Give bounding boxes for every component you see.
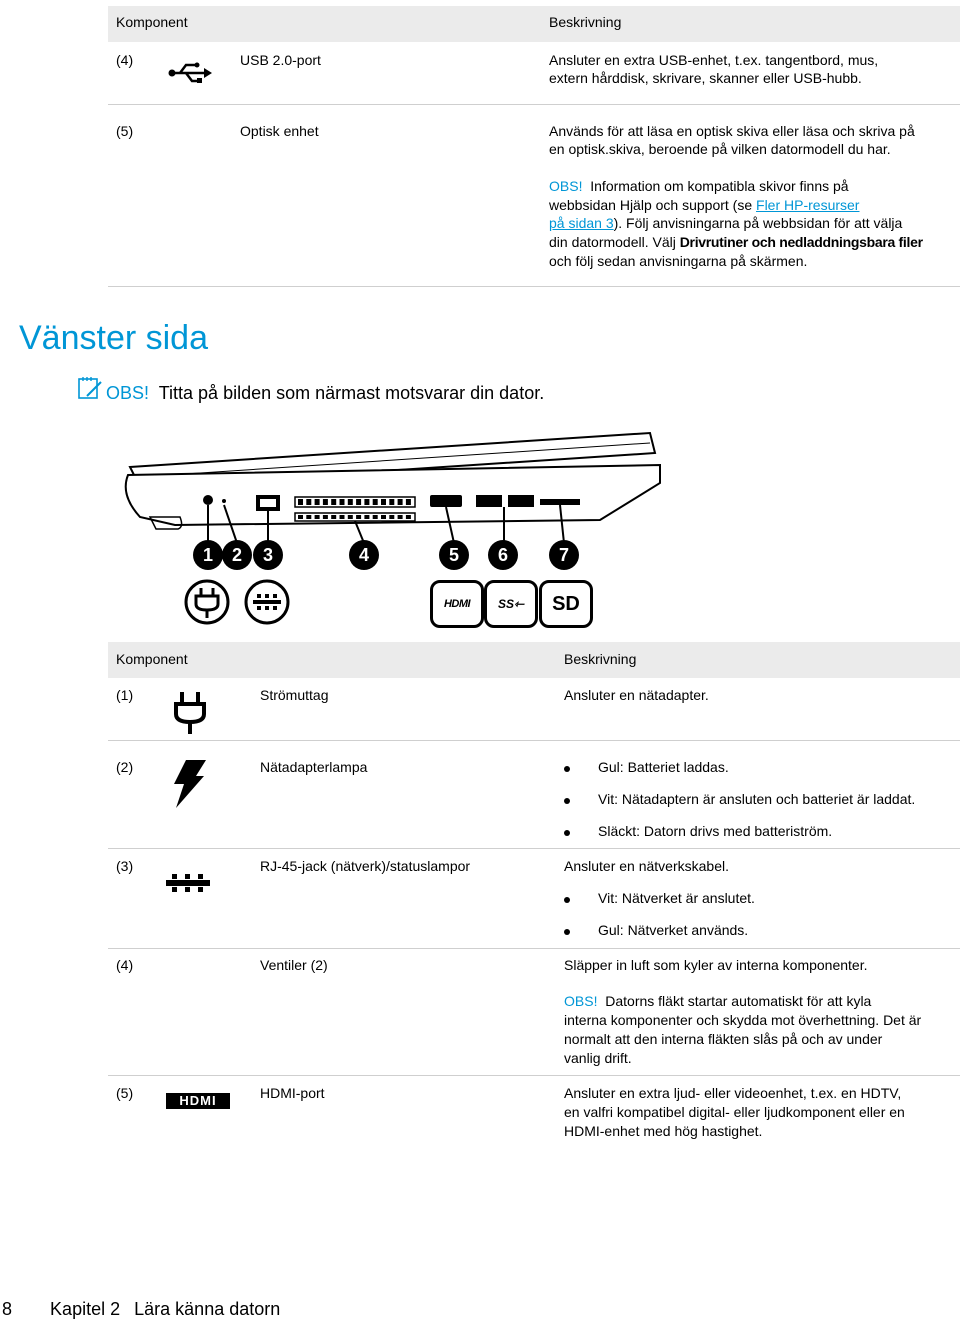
callout-2: 2 — [222, 540, 252, 570]
page-link[interactable]: på sidan 3 — [549, 215, 614, 231]
note-text: Information om kompatibla skivor finns på — [590, 178, 849, 194]
note-icon — [78, 376, 102, 400]
bullet-text: Släckt: Datorn drivs med batteriström. — [598, 823, 833, 839]
description-line: Släpper in luft som kyler av interna komponenter. — [564, 957, 868, 973]
bullet — [564, 830, 570, 836]
row-number: (5) — [116, 1085, 134, 1101]
bullet-text: Gul: Batteriet laddas. — [598, 759, 729, 775]
table-header — [108, 6, 960, 42]
callout-4: 4 — [349, 540, 379, 570]
callout-3: 3 — [253, 540, 283, 570]
column-header-komponent: Komponent — [116, 651, 188, 667]
row-divider — [108, 740, 960, 741]
bullet — [564, 766, 570, 772]
resources-link[interactable]: Fler HP-resurser — [756, 197, 860, 213]
note-line: vanlig drift. — [564, 1050, 632, 1066]
rj45-icon — [243, 578, 291, 626]
callout-5: 5 — [439, 540, 469, 570]
row-divider — [108, 1075, 960, 1076]
row-number: (3) — [116, 858, 134, 874]
hdmi-icon: HDMI — [166, 1093, 230, 1109]
section-title: Vänster sida — [19, 319, 208, 357]
callout-7: 7 — [549, 540, 579, 570]
note-bold: Drivrutiner och nedladdningsbara filer — [679, 234, 923, 250]
section-note — [106, 382, 544, 404]
bullet — [564, 897, 570, 903]
bullet-text: Vit: Nätadaptern är ansluten och batteriet är laddat. — [598, 791, 916, 807]
row-number: (5) — [116, 123, 134, 139]
note-line: normalt att den interna fläkten slås på och av under — [564, 1031, 883, 1047]
row-divider — [108, 848, 960, 849]
description-line: en optisk.skiva, beroende på vilken datormodell du har. — [549, 141, 891, 157]
chapter-label: Kapitel 2 — [50, 1299, 121, 1319]
column-header-beskrivning: Beskrivning — [564, 651, 637, 667]
row-number: (1) — [116, 687, 134, 703]
bullet-text: Gul: Nätverket används. — [598, 922, 749, 938]
component-name: Ventiler (2) — [260, 957, 328, 973]
page-number: 8 — [2, 1299, 13, 1319]
component-name: Strömuttag — [260, 687, 329, 703]
note-label: OBS! — [106, 383, 150, 403]
description-line: Ansluter en nätadapter. — [564, 687, 709, 703]
callout-6: 6 — [488, 540, 518, 570]
usb3-icon: SS⇽ — [484, 580, 538, 628]
description-line: Ansluter en extra USB-enhet, t.ex. tangentbord, mus, — [549, 52, 879, 68]
description-line: en valfri kompatibel digital- eller ljudkomponent eller en — [564, 1104, 905, 1120]
row-number: (4) — [116, 957, 134, 973]
note-text: Datorns fläkt startar automatiskt för att kyla — [605, 993, 872, 1009]
component-name: HDMI-port — [260, 1085, 325, 1101]
note-line — [564, 992, 871, 1011]
description-line: Ansluter en extra ljud- eller videoenhet, t.ex. en HDTV, — [564, 1085, 902, 1101]
description-line: extern hårddisk, skrivare, skanner eller USB-hubb. — [549, 70, 862, 86]
bullet — [564, 929, 570, 935]
row-number: (2) — [116, 759, 134, 775]
rj45-icon — [166, 872, 210, 894]
sd-icon: SD — [539, 580, 593, 628]
description-line: Ansluter en nätverkskabel. — [564, 858, 729, 874]
column-header-komponent: Komponent — [116, 14, 188, 30]
usb-icon — [168, 62, 212, 84]
row-divider — [108, 286, 960, 287]
power-connector-icon — [183, 578, 231, 626]
row-divider — [108, 104, 960, 105]
row-number: (4) — [116, 52, 134, 68]
usb3-label: SS — [497, 597, 514, 611]
note-text: webbsidan Hjälp och support (se — [549, 197, 757, 213]
component-name: USB 2.0-port — [240, 52, 321, 68]
note-label: OBS! — [549, 178, 583, 194]
table-header — [108, 642, 960, 678]
note-text: din datormodell. Välj — [549, 234, 680, 250]
lightning-icon — [168, 760, 208, 808]
hdmi-icon: HDMI — [430, 580, 484, 628]
note-line: och följ sedan anvisningarna på skärmen. — [549, 253, 808, 269]
note-line — [549, 177, 849, 196]
callout-1: 1 — [193, 540, 223, 570]
bullet — [564, 798, 570, 804]
note-line: interna komponenter och skydda mot överhettning. Det är — [564, 1012, 922, 1028]
description-line: Används för att läsa en optisk skiva eller läsa och skriva på — [549, 123, 915, 139]
note-line — [549, 214, 902, 233]
row-divider — [108, 948, 960, 949]
component-name: Optisk enhet — [240, 123, 319, 139]
description-line: HDMI-enhet med hög hastighet. — [564, 1123, 763, 1139]
page-footer — [2, 1298, 280, 1320]
note-text: Titta på bilden som närmast motsvarar din dator. — [158, 383, 545, 403]
component-name: Nätadapterlampa — [260, 759, 368, 775]
power-connector-icon — [172, 690, 208, 738]
note-line — [549, 196, 859, 215]
chapter-title: Lära känna datorn — [134, 1299, 281, 1319]
note-label: OBS! — [564, 993, 598, 1009]
column-header-beskrivning: Beskrivning — [549, 14, 622, 30]
component-name: RJ-45-jack (nätverk)/statuslampor — [260, 858, 471, 874]
bullet-text: Vit: Nätverket är anslutet. — [598, 890, 755, 906]
note-text: ). Följ anvisningarna på webbsidan för att välja — [613, 215, 903, 231]
note-line — [549, 233, 923, 252]
